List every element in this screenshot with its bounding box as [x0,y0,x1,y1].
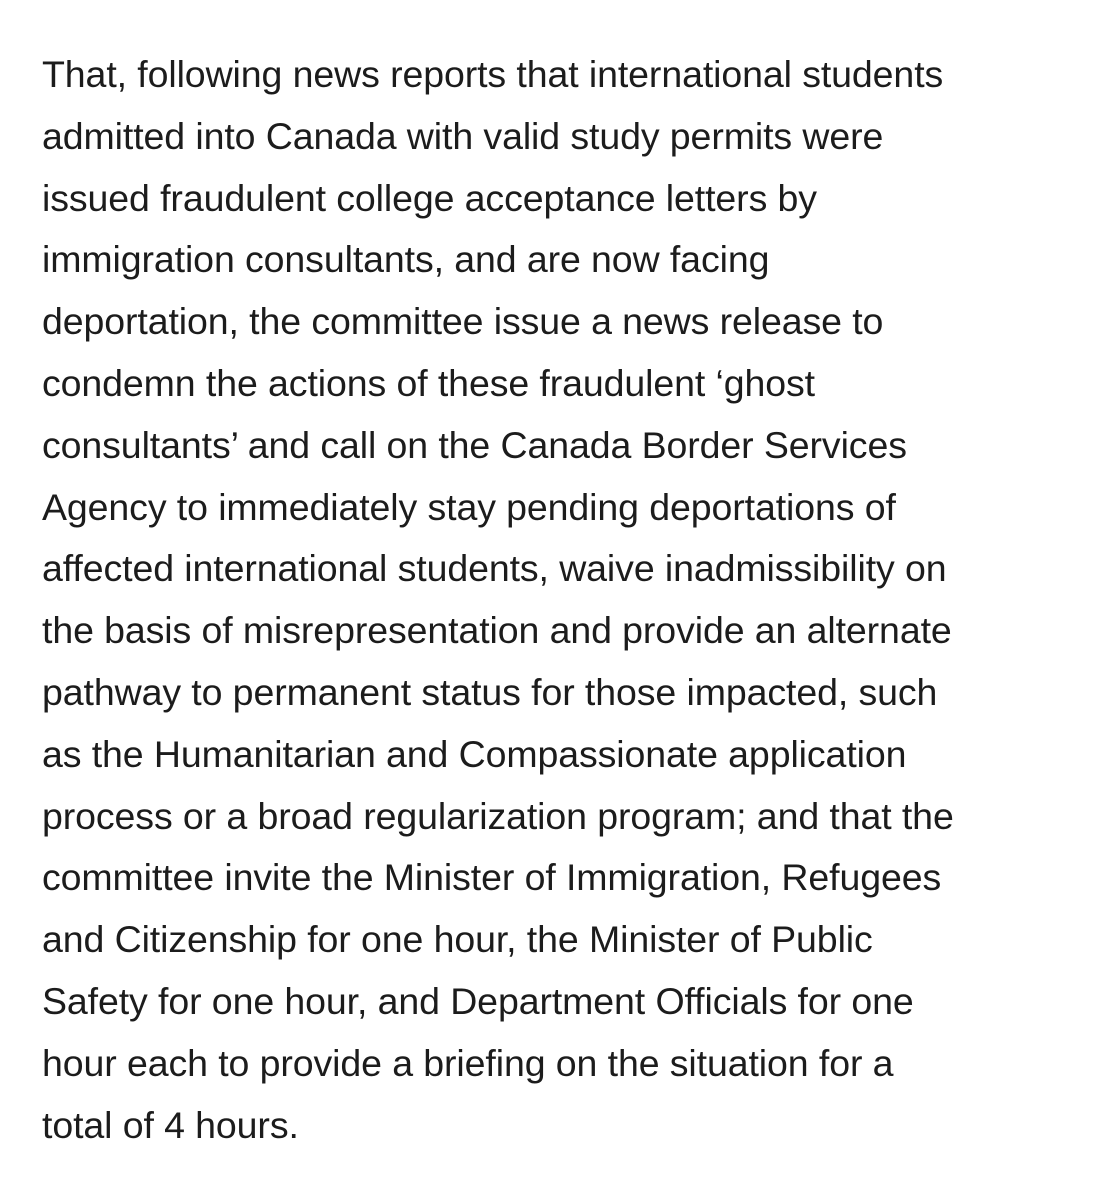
motion-line-12: as the Humanitarian and Compassionate application [42,732,907,775]
motion-line-9: affected international students, waive inadmissibility on [42,547,947,590]
motion-line-4: immigration consultants, and are now facing [42,238,770,281]
motion-line-18: total of 4 hours. [42,1103,299,1146]
motion-line-16: Safety for one hour, and Department Officials for one [42,979,914,1022]
motion-line-5: deportation, the committee issue a news release to [42,300,884,343]
motion-line-15: and Citizenship for one hour, the Minister of Public [42,918,873,961]
motion-line-10: the basis of misrepresentation and provide an alternate [42,609,952,652]
motion-line-1: That, following news reports that international students [42,53,944,95]
motion-line-6: condemn the actions of these fraudulent ‘ghost [42,361,815,404]
motion-line-2: admitted into Canada with valid study permits were [42,114,884,157]
motion-text-block [42,44,1082,1156]
motion-line-8: Agency to immediately stay pending deportations of [42,485,896,528]
motion-line-3: issued fraudulent college acceptance letters by [42,176,817,219]
motion-line-13: process or a broad regularization program; and that the [42,794,954,837]
motion-line-17: hour each to provide a briefing on the situation for a [42,1041,894,1084]
motion-line-14: committee invite the Minister of Immigration, Refugees [42,856,942,899]
motion-line-7: consultants’ and call on the Canada Border Services [42,423,907,466]
motion-line-11: pathway to permanent status for those impacted, such [42,670,938,713]
